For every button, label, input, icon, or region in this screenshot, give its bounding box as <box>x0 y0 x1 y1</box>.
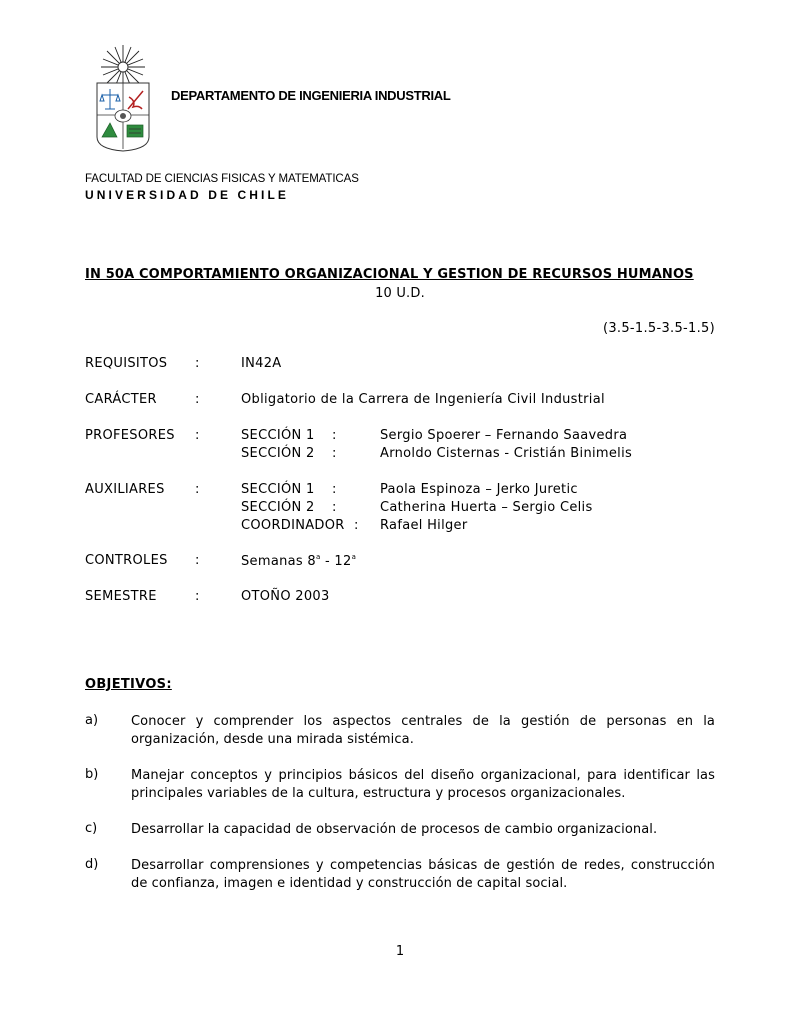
profesores-names: Arnoldo Cisternas - Cristián Binimelis <box>380 446 633 461</box>
profesores-section: SECCIÓN 2 <box>241 446 315 461</box>
caracter-label: CARÁCTER <box>85 392 157 407</box>
profesores-names: Sergio Spoerer – Fernando Saavedra <box>380 428 628 443</box>
course-title: IN 50A COMPORTAMIENTO ORGANIZACIONAL Y GESTION DE RECURSOS HUMANOS <box>85 267 694 282</box>
objective-marker: a) <box>85 713 99 728</box>
course-units: 10 U.D. <box>375 286 425 301</box>
objective-marker: b) <box>85 767 99 782</box>
section-colon: : <box>332 446 337 461</box>
section-colon: : <box>332 500 337 515</box>
coordinador-label: COORDINADOR <box>241 518 345 533</box>
objective-text: Desarrollar la capacidad de observación de procesos de cambio organizacional. <box>131 822 658 837</box>
caracter-value: Obligatorio de la Carrera de Ingeniería Civil Industrial <box>241 392 605 407</box>
department-name: DEPARTAMENTO DE INGENIERIA INDUSTRIAL <box>171 88 451 103</box>
objective-marker: d) <box>85 857 99 872</box>
objective-text: Desarrollar comprensiones y competencias básicas de gestión de redes, construcción de confianza, imagen e identidad y construcción de capital social. <box>131 858 715 891</box>
auxiliares-section: SECCIÓN 2 <box>241 500 315 515</box>
colon: : <box>195 482 200 497</box>
colon: : <box>195 392 200 407</box>
profesores-section: SECCIÓN 1 <box>241 428 315 443</box>
controles-sup: a <box>351 553 357 561</box>
colon: : <box>195 356 200 371</box>
objectives-title: OBJETIVOS: <box>85 677 172 692</box>
colon: : <box>195 589 200 604</box>
auxiliares-section: SECCIÓN 1 <box>241 482 315 497</box>
semestre-label: SEMESTRE <box>85 589 157 604</box>
controles-value <box>241 553 356 569</box>
controles-label: CONTROLES <box>85 553 168 568</box>
controles-prefix: Semanas 8 <box>241 554 316 569</box>
course-hours: (3.5-1.5-3.5-1.5) <box>602 321 715 336</box>
colon: : <box>195 428 200 443</box>
controles-mid: - 12 <box>320 554 352 569</box>
auxiliares-label: AUXILIARES <box>85 482 165 497</box>
profesores-label: PROFESORES <box>85 428 175 443</box>
semestre-value: OTOÑO 2003 <box>241 589 330 604</box>
faculty-name: FACULTAD DE CIENCIAS FISICAS Y MATEMATICAS <box>85 173 359 185</box>
auxiliares-names: Paola Espinoza – Jerko Juretic <box>380 482 578 497</box>
section-colon: : <box>332 428 337 443</box>
auxiliares-names: Catherina Huerta – Sergio Celis <box>380 500 593 515</box>
requisitos-value: IN42A <box>241 356 282 371</box>
objective-text: Conocer y comprender los aspectos centrales de la gestión de personas en la organización, desde una mirada sistémica. <box>131 714 715 747</box>
requisitos-label: REQUISITOS <box>85 356 168 371</box>
page-number: 1 <box>395 944 405 959</box>
university-name: UNIVERSIDAD DE CHILE <box>85 188 290 202</box>
objective-text: Manejar conceptos y principios básicos del diseño organizacional, para identificar las principales variables de la cultura, estructura y procesos organizacionales. <box>131 768 715 801</box>
section-colon: : <box>354 518 359 533</box>
colon: : <box>195 553 200 568</box>
university-crest-logo <box>93 43 153 155</box>
coordinador-name: Rafael Hilger <box>380 518 468 533</box>
objective-marker: c) <box>85 821 98 836</box>
controles-sup: a <box>315 553 321 561</box>
section-colon: : <box>332 482 337 497</box>
